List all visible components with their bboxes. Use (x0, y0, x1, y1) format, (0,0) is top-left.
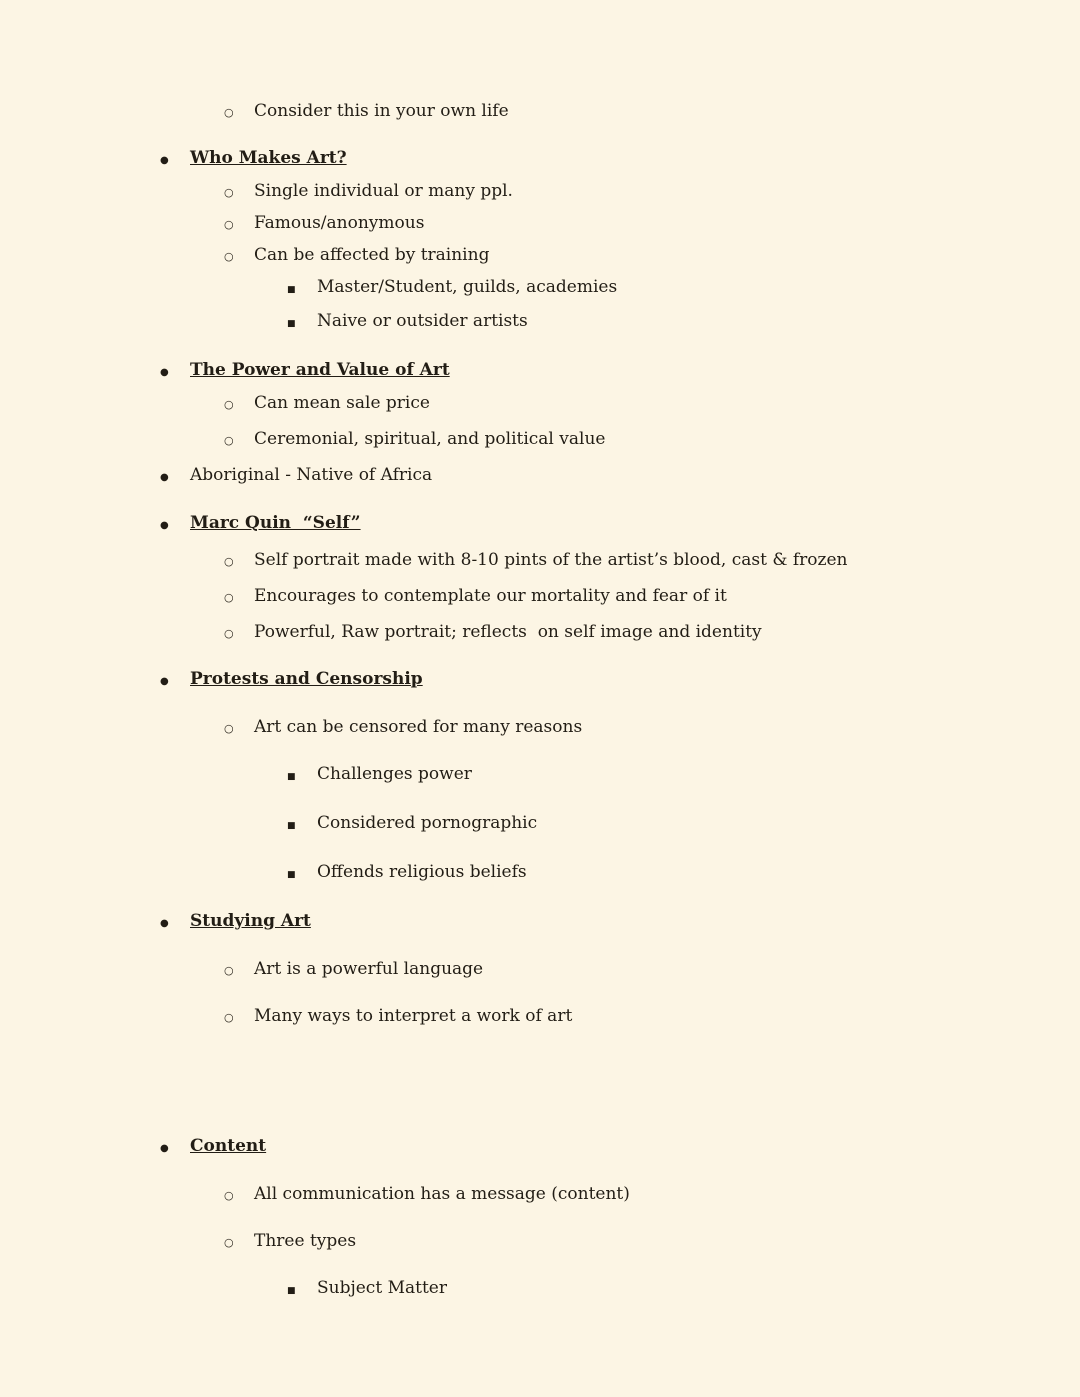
list-item (0, 581, 1080, 613)
section-heading: Marc Quin “Self” (190, 513, 361, 533)
hollow-circle-bullet-icon: ○ (224, 627, 234, 640)
filled-circle-bullet-icon: ● (160, 155, 169, 166)
list-item-text: Single individual or many ppl. (254, 181, 513, 201)
list-item (0, 1226, 1080, 1258)
section-heading: Protests and Censorship (190, 669, 423, 689)
list-item (0, 388, 1080, 420)
list-item-text: Encourages to contemplate our mortality and fear of it (254, 586, 727, 606)
square-bullet-icon: ■ (287, 1286, 296, 1296)
list-item-text: Can mean sale price (254, 393, 430, 413)
hollow-circle-bullet-icon: ○ (224, 1236, 234, 1249)
list-item-text: Aboriginal - Native of Africa (190, 465, 433, 485)
hollow-circle-bullet-icon: ○ (224, 250, 234, 263)
section-heading: Studying Art (190, 911, 311, 931)
square-bullet-icon: ■ (287, 319, 296, 329)
list-item-text: Master/Student, guilds, academies (317, 277, 618, 297)
list-item-text: Offends religious beliefs (317, 862, 527, 882)
list-item-text: Can be affected by training (254, 245, 490, 265)
hollow-circle-bullet-icon: ○ (224, 591, 234, 604)
section-heading: The Power and Value of Art (190, 360, 450, 380)
hollow-circle-bullet-icon: ○ (224, 398, 234, 411)
list-item-text: Famous/anonymous (254, 213, 425, 233)
list-item-text: Naive or outsider artists (317, 311, 528, 331)
filled-circle-bullet-icon: ● (160, 367, 169, 378)
list-item (0, 1273, 1080, 1307)
list-item-text: Ceremonial, spiritual, and political value (254, 429, 606, 449)
list-item (0, 424, 1080, 456)
list-item-text: Challenges power (317, 764, 472, 784)
list-item (0, 617, 1080, 649)
list-item-text: Subject Matter (317, 1278, 447, 1298)
list-item (0, 240, 1080, 272)
section-heading: Who Makes Art? (190, 148, 347, 168)
hollow-circle-bullet-icon: ○ (224, 1189, 234, 1202)
square-bullet-icon: ■ (287, 870, 296, 880)
list-item (0, 954, 1080, 986)
list-item (0, 664, 1080, 697)
list-item-text: All communication has a message (content) (254, 1184, 630, 1204)
section-heading: Content (190, 1136, 267, 1156)
hollow-circle-bullet-icon: ○ (224, 186, 234, 199)
list-item (0, 508, 1080, 541)
list-item (0, 176, 1080, 208)
hollow-circle-bullet-icon: ○ (224, 964, 234, 977)
filled-circle-bullet-icon: ● (160, 520, 169, 531)
hollow-circle-bullet-icon: ○ (224, 555, 234, 568)
list-item-text: Powerful, Raw portrait; reflects on self image and identity (254, 622, 762, 642)
list-item (0, 1001, 1080, 1033)
list-item (0, 712, 1080, 744)
list-item-text: Three types (254, 1231, 357, 1251)
list-item-text: Considered pornographic (317, 813, 538, 833)
filled-circle-bullet-icon: ● (160, 1143, 169, 1154)
hollow-circle-bullet-icon: ○ (224, 218, 234, 231)
list-item (0, 460, 1080, 493)
list-item (0, 208, 1080, 240)
list-item-text: Art is a powerful language (254, 959, 484, 979)
list-item (0, 808, 1080, 842)
list-item (0, 759, 1080, 793)
list-item (0, 96, 1080, 128)
list-item (0, 1179, 1080, 1211)
list-item (0, 857, 1080, 891)
list-item-text: Self portrait made with 8-10 pints of the artist’s blood, cast & frozen (254, 550, 848, 570)
square-bullet-icon: ■ (287, 821, 296, 831)
list-item-text: Art can be censored for many reasons (254, 717, 583, 737)
list-item (0, 545, 1080, 577)
hollow-circle-bullet-icon: ○ (224, 106, 234, 119)
list-item (0, 355, 1080, 388)
list-item (0, 272, 1080, 306)
list-item-text: Consider this in your own life (254, 101, 509, 121)
square-bullet-icon: ■ (287, 285, 296, 295)
hollow-circle-bullet-icon: ○ (224, 434, 234, 447)
filled-circle-bullet-icon: ● (160, 472, 169, 483)
list-item (0, 143, 1080, 176)
filled-circle-bullet-icon: ● (160, 918, 169, 929)
list-item-text: Many ways to interpret a work of art (254, 1006, 573, 1026)
list-item (0, 906, 1080, 939)
list-item (0, 1131, 1080, 1164)
hollow-circle-bullet-icon: ○ (224, 1011, 234, 1024)
hollow-circle-bullet-icon: ○ (224, 722, 234, 735)
square-bullet-icon: ■ (287, 772, 296, 782)
filled-circle-bullet-icon: ● (160, 676, 169, 687)
list-item (0, 306, 1080, 340)
